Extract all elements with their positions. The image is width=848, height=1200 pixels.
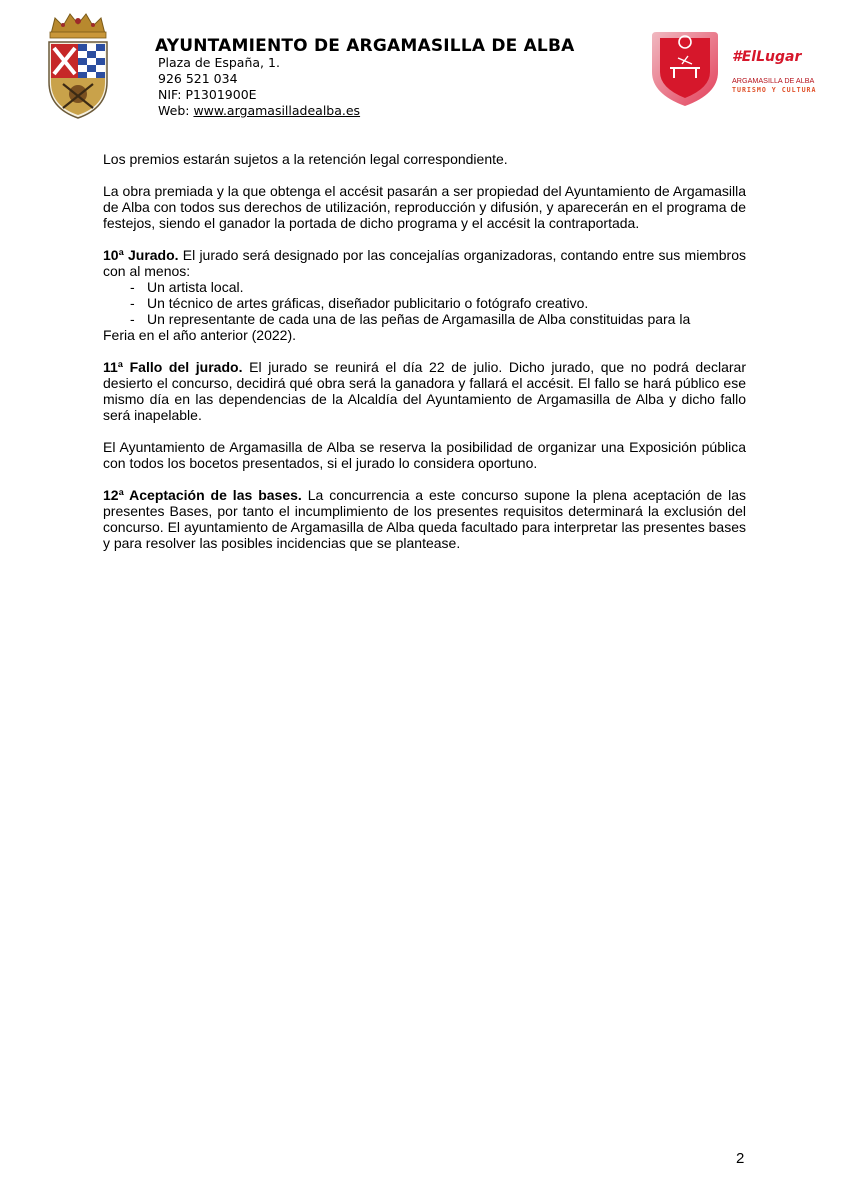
paragraph-prizes-retention: Los premios estarán sujetos a la retención legal correspondiente.: [103, 151, 508, 167]
website-link[interactable]: www.argamasilladealba.es: [193, 103, 361, 118]
website: [158, 103, 360, 119]
list-dash: -: [130, 295, 135, 311]
list-item-text: Un representante de cada una de las peñas de Argamasilla de Alba constituidas para la: [147, 311, 691, 327]
brand-tagline: #ElLugar: [732, 49, 802, 65]
coat-of-arms-icon: [45, 12, 111, 122]
list-item: [103, 279, 746, 295]
brand-name: ARGAMASILLA DE ALBA: [732, 76, 815, 85]
list-dash: -: [130, 311, 135, 327]
section-12-text: La concurrencia a este concurso supone la plena aceptación de las presentes Bases, por tanto el incumplimiento de los presentes requisitos determinará la exclusión del concurso. El ayuntamiento de Argamasilla de Alba queda facultado para interpretar las presentes bases y para resolver las posibles incidencias que se plantease.: [103, 487, 746, 551]
paragraph-exhibition: El Ayuntamiento de Argamasilla de Alba se reserva la posibilidad de organizar una Exposición pública con todos los bocetos presentados, si el jurado lo considera oportuno.: [103, 439, 746, 471]
section-12-acceptance: [103, 487, 746, 551]
section-11-text: El jurado se reunirá el día 22 de julio. Dicho jurado, que no podrá declarar desierto el concurso, decidirá qué obra será la ganadora y fallará el accésit. El fallo se hará público ese mismo día en las dependencias de la Alcaldía del Ayuntamiento de Argamasilla de Alba y dicho fallo será inapelable.: [103, 359, 746, 423]
jury-members-list: [103, 279, 746, 327]
paragraph-ownership: La obra premiada y la que obtenga el accésit pasarán a ser propiedad del Ayuntamiento de Argamasilla de Alba con todos sus derechos de utilización, reproducción y difusión, y aparecerán en el programa de festejos, siendo el ganador la portada de dicho programa y el accésit la contraportada.: [103, 183, 746, 231]
address: Plaza de España, 1.: [158, 55, 280, 70]
nif: NIF: P1301900E: [158, 87, 257, 102]
section-11-heading: 11ª Fallo del jurado.: [103, 359, 243, 375]
section-10-text: El jurado será designado por las concejalías organizadoras, contando entre sus miembros con al menos:: [103, 247, 746, 279]
tourism-brand-logo: [648, 28, 817, 108]
section-10-heading: 10ª Jurado.: [103, 247, 179, 263]
document-body: [103, 151, 746, 551]
jury-list-continuation: Feria en el año anterior (2022).: [103, 327, 296, 343]
list-item-text: Un técnico de artes gráficas, diseñador publicitario o fotógrafo creativo.: [147, 295, 589, 311]
phone: 926 521 034: [158, 71, 238, 86]
list-item-text: Un artista local.: [147, 279, 244, 295]
website-label: Web:: [158, 103, 194, 118]
page-number: 2: [736, 1150, 745, 1167]
brand-subtitle: TURISMO Y CULTURA: [732, 86, 817, 94]
section-12-heading: 12ª Aceptación de las bases.: [103, 487, 302, 503]
tourism-badge-icon: [648, 28, 722, 108]
list-item: [103, 311, 746, 327]
list-item: [103, 295, 746, 311]
section-11-verdict: [103, 359, 746, 423]
section-10-jury: [103, 247, 746, 279]
list-dash: -: [130, 279, 135, 295]
municipality-title: AYUNTAMIENTO DE ARGAMASILLA DE ALBA: [155, 36, 575, 56]
